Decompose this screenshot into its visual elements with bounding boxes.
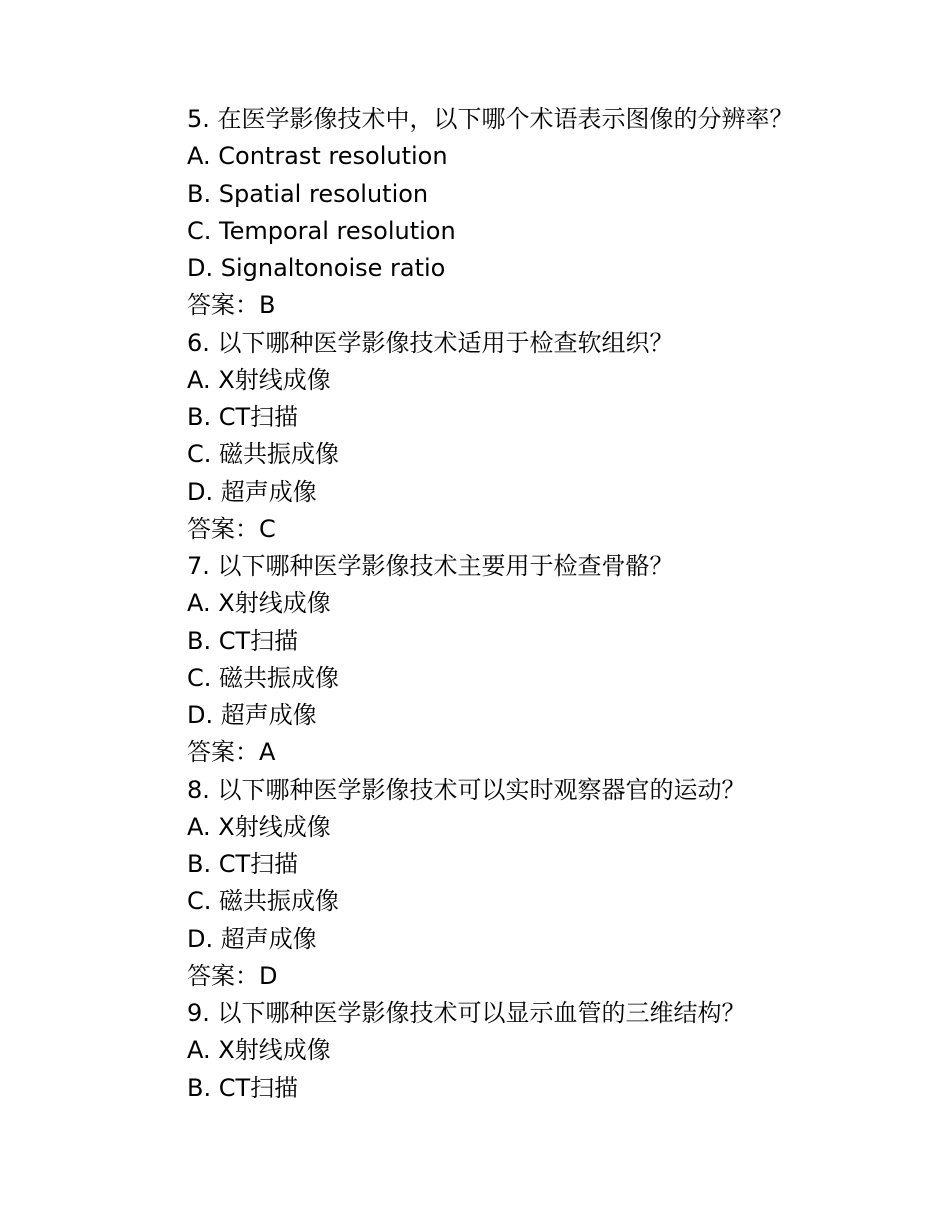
option-5d: D. Signaltonoise ratio bbox=[187, 254, 446, 282]
question-8: 8. 以下哪种医学影像技术可以实时观察器官的运动？ bbox=[187, 775, 746, 804]
answer-5: 答案：B bbox=[187, 291, 276, 320]
option-5c: C. Temporal resolution bbox=[187, 216, 456, 245]
option-9b: B. CT扫描 bbox=[187, 1073, 299, 1102]
option-8b: B. CT扫描 bbox=[187, 850, 299, 878]
option-6b: B. CT扫描 bbox=[187, 403, 299, 431]
option-8c: C. 磁共振成像 bbox=[187, 887, 340, 916]
option-8d: D. 超声成像 bbox=[187, 924, 317, 953]
answer-7: 答案：A bbox=[187, 738, 276, 767]
option-7a: A. X射线成像 bbox=[187, 589, 331, 618]
answer-8: 答案：D bbox=[187, 961, 278, 990]
quiz-content bbox=[187, 101, 887, 1107]
answer-6: 答案：C bbox=[187, 514, 276, 543]
option-6a: A. X射线成像 bbox=[187, 365, 331, 394]
option-7d: D. 超声成像 bbox=[187, 701, 317, 729]
option-5a: A. Contrast resolution bbox=[187, 142, 448, 171]
option-6d: D. 超声成像 bbox=[187, 477, 317, 506]
question-7: 7. 以下哪种医学影像技术主要用于检查骨骼？ bbox=[187, 552, 674, 580]
question-9: 9. 以下哪种医学影像技术可以显示血管的三维结构？ bbox=[187, 999, 746, 1027]
option-9a: A. X射线成像 bbox=[187, 1036, 331, 1065]
option-7c: C. 磁共振成像 bbox=[187, 663, 340, 692]
option-8a: A. X射线成像 bbox=[187, 812, 331, 841]
option-7b: B. CT扫描 bbox=[187, 626, 299, 655]
question-5: 5. 在医学影像技术中，以下哪个术语表示图像的分辨率？ bbox=[187, 105, 794, 133]
option-5b: B. Spatial resolution bbox=[187, 179, 429, 208]
question-6: 6. 以下哪种医学影像技术适用于检查软组织？ bbox=[187, 328, 674, 357]
option-6c: C. 磁共振成像 bbox=[187, 440, 340, 469]
